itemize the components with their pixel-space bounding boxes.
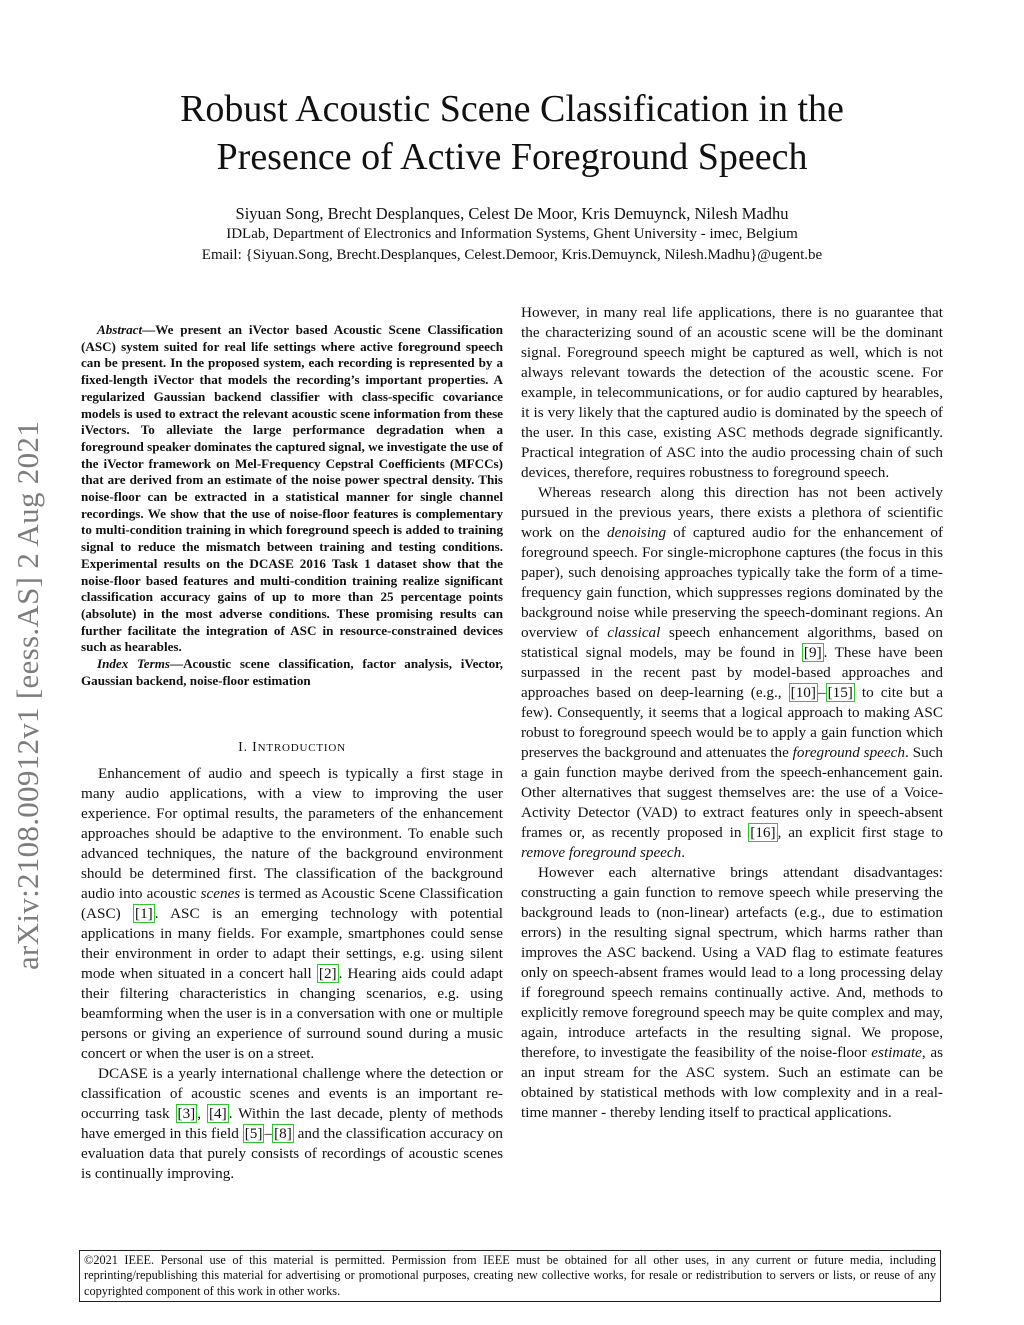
- arxiv-identifier: arXiv:2108.00912v1 [eess.AS] 2 Aug 2021: [10, 421, 45, 970]
- left-column-body: [81, 764, 503, 1184]
- author-email: Email: {Siyuan.Song, Brecht.Desplanques, Celest.Demoor, Kris.Demuynck, Nilesh.Madhu}@ugent.be: [201, 247, 823, 263]
- intro-paragraph-1: Enhancement of audio and speech is typically a first stage in many audio applications, with a view to improving the user experience. For optimal results, the parameters of the enhancement approaches should be adaptive to the environment. To enable such advanced techniques, the nature of the background environment should be determined first. The classification of the background audio into acoustic scenes is termed as Acoustic Scene Classification (ASC) [1] . ASC is an emerging technology with potential applications in many fields. For example, smartphones could sense their environment in order to adapt their settings, e.g. using silent mode when situated in a concert hall [2] . Hearing aids could adapt their filtering characteristics in changing scenarios, e.g. using beamforming when the user is in a conversation with one or multiple persons or giving an experience of surround sound during a music concert or when the user is on a street.: [81, 765, 503, 1062]
- citation-link[interactable]: [5]: [244, 1125, 263, 1142]
- author-affiliation: IDLab, Department of Electronics and Information Systems, Ghent University - imec, Belgium: [226, 226, 798, 242]
- right-column-body: [521, 303, 943, 1123]
- title-line-2: Presence of Active Foreground Speech: [216, 136, 808, 178]
- citation-link[interactable]: [16]: [750, 824, 776, 841]
- author-names: Siyuan Song, Brecht Desplanques, Celest De Moor, Kris Demuynck, Nilesh Madhu: [235, 204, 789, 223]
- index-terms-label: Index Terms: [97, 656, 170, 672]
- intro-paragraph-2: DCASE is a yearly international challenge where the detection or classification of acoustic scenes and events is an important re-occurring task [3] , [4] . Within the last decade, plenty of methods have emerged in this field [5] – [8] and the classification accuracy on evaluation data that purely consists of recordings of acoustic scenes is continually improving.: [81, 1065, 504, 1182]
- citation-link[interactable]: [8]: [274, 1125, 292, 1142]
- index-terms: [81, 656, 503, 689]
- index-terms-text: —Acoustic scene classification, factor analysis, iVector, Gaussian backend, noise-floor estimation: [81, 656, 503, 688]
- author-block: [100, 203, 924, 266]
- intro-paragraph-4: Whereas research along this direction has not been actively pursued in the previous years, there exists a plethora of scientific work on the denoising of captured audio for the enhancement of foreground speech. For single-microphone captures (the focus in this paper), such denoising approaches typically take the form of a time-frequency gain function, which suppresses regions dominated by the background noise while preserving the speech-dominant regions. An overview of classical speech enhancement algorithms, based on statistical signal models, may be found in [9] . These have been surpassed in the recent past by model-based approaches and approaches based on deep-learning (e.g., [10] – [15] to cite but a few). Consequently, it seems that a logical approach to making ASC robust to foreground speech would be to apply a gain function which preserves the background and attenuates the foreground speech. Such a gain function maybe derived from the speech-enhancement gain. Other alternatives that suggest themselves are: the use of a Voice-Activity Detector (VAD) to extract features only in speech-absent frames or, as recently proposed in [16] , an explicit first stage to remove foreground speech.: [521, 484, 944, 861]
- citation-link[interactable]: [2]: [318, 965, 337, 982]
- abstract-text: —We present an iVector based Acoustic Scene Classification (ASC) system suited for real life settings where active foreground speech can be present. In the proposed system, each recording is represented by a fixed-length iVector that models the recording’s important properties. A regularized Gaussian backend classifier with class-specific covariance models is used to extract the relevant acoustic scene information from these iVectors. To alleviate the large performance degradation when a foreground speaker dominates the captured signal, we investigate the use of the iVector framework on Mel-Frequency Cepstral Coefficients (MFCCs) that are derived from an estimate of the noise power spectral density. This noise-floor can be extracted in a statistical manner for single channel recordings. We show that the use of noise-floor features is complementary to multi-condition training in which foreground speech is added to training signal to reduce the mismatch between training and testing conditions. Experimental results on the DCASE 2016 Task 1 dataset show that the noise-floor based features and multi-condition training realize significant classification accuracy gains of up to more than 25 percentage points (absolute) in the most adverse conditions. These promising results can further facilitate the integration of ASC in resource-constrained devices such as hearables.: [81, 322, 503, 655]
- citation-link[interactable]: [4]: [208, 1105, 227, 1122]
- intro-paragraph-3: However, in many real life applications, there is no guarantee that the characterizing sound of an acoustic scene will be the dominant signal. Foreground speech might be captured as well, which is not always relevant towards the detection of the acoustic scene. For example, in telecommunications, or for audio captured by hearables, it is very likely that the captured audio is dominated by the speech of the user. In this case, existing ASC methods degrade significantly. Practical integration of ASC into the audio processing chain of such devices, therefore, requires robustness to foreground speech.: [521, 304, 943, 481]
- citation-link[interactable]: [10]: [790, 684, 816, 701]
- citation-link[interactable]: [3]: [177, 1105, 196, 1122]
- citation-link[interactable]: [1]: [135, 905, 153, 922]
- copyright-notice: ©2021 IEEE. Personal use of this material is permitted. Permission from IEEE must be obtained for all other uses, in any current or future media, including reprinting/republishing this material for advertising or promotional purposes, creating new collective works, for resale or redistribution to servers or lists, or reuse of any copyrighted component of this work in other works.: [79, 1250, 941, 1302]
- paper-title: [120, 85, 904, 181]
- abstract: [81, 322, 503, 689]
- section-heading-introduction: I. INTRODUCTION: [238, 740, 346, 755]
- title-line-1: Robust Acoustic Scene Classification in the: [180, 88, 844, 130]
- abstract-label: Abstract: [97, 322, 143, 337]
- citation-link[interactable]: [9]: [803, 644, 822, 661]
- citation-link[interactable]: [15]: [827, 684, 853, 701]
- intro-paragraph-5: However each alternative brings attendant disadvantages: constructing a gain function to remove speech while preserving the background leads to (non-linear) artefacts (e.g., due to estimation errors) in the resulting signal spectrum, which harms rather than improves the ASC backend. Using a VAD flag to estimate features only on speech-absent frames would lead to a long processing delay if foreground speech remains continually active. And, methods to explicitly remove foreground speech may be quite complex and may, again, introduce artefacts in the resulting signal. We propose, therefore, to investigate the feasibility of the noise-floor estimate, as an input stream for the ASC system. Such an estimate can be obtained by statistical methods with low complexity and in a real-time manner - thereby lending itself to practical applications.: [521, 864, 943, 1121]
- abstract-paragraph: [81, 322, 503, 656]
